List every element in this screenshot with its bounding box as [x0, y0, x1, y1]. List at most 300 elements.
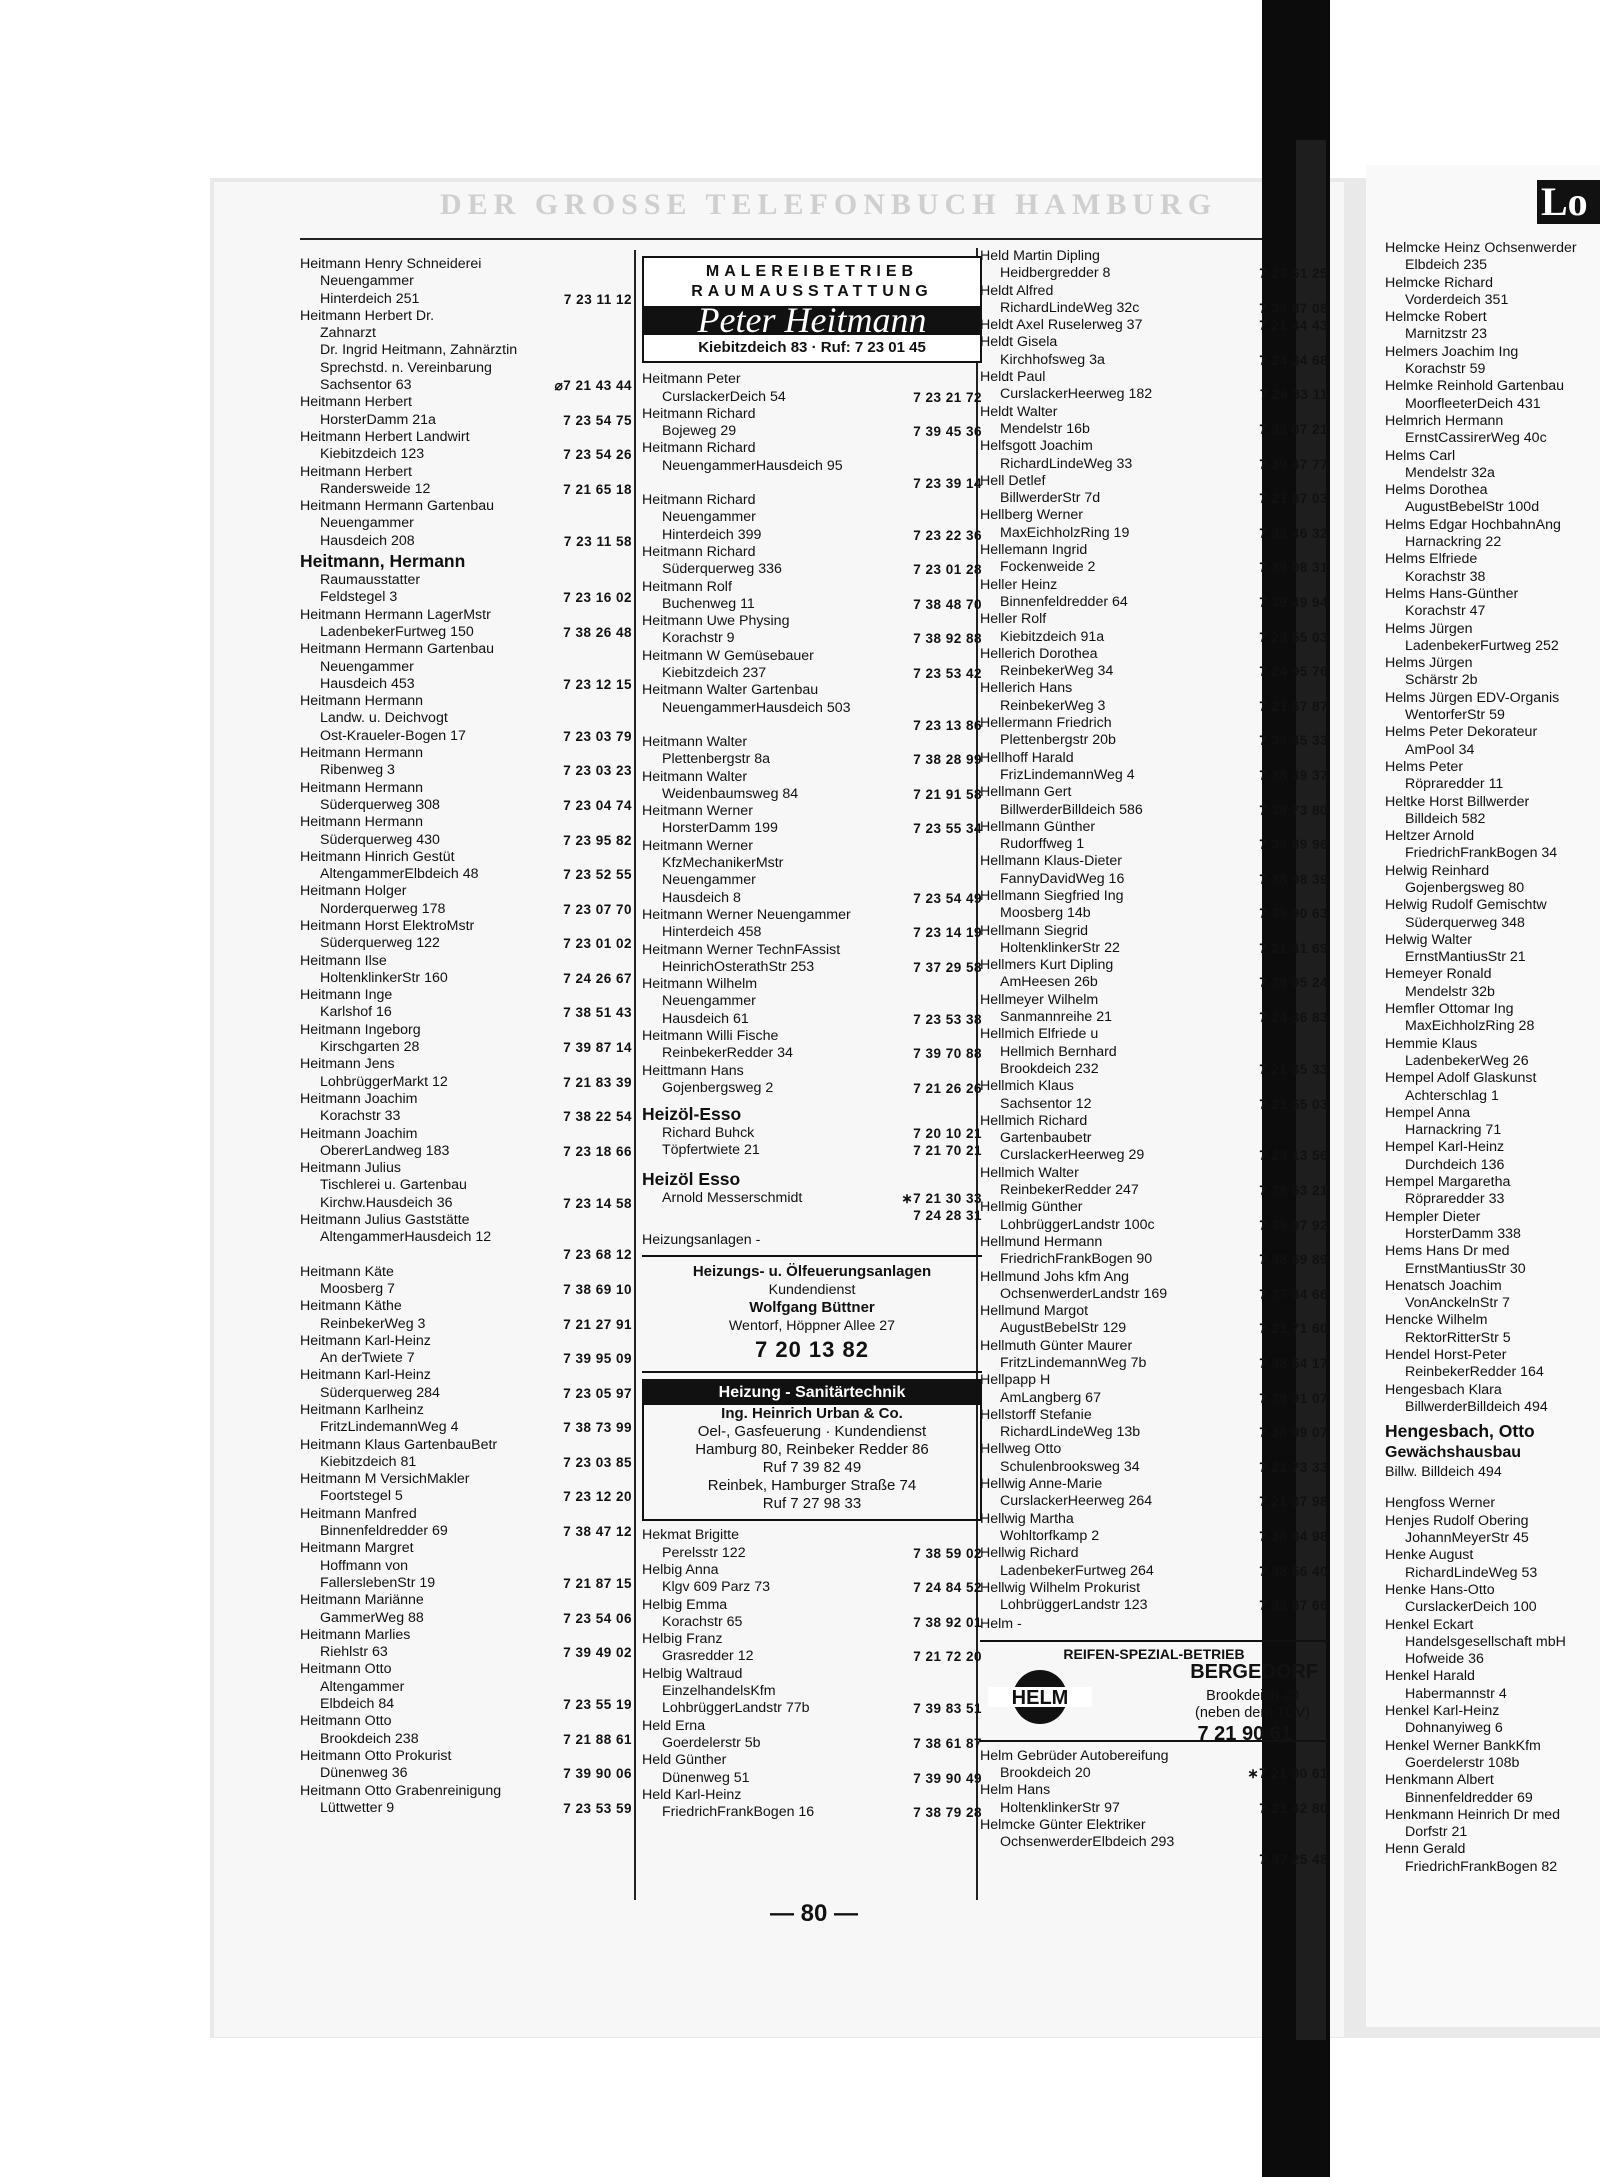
listing-name: Helms Jürgen EDV-Organis	[1385, 689, 1560, 706]
listing-detail: Norderquerweg 178	[320, 900, 446, 917]
phone-number: 7 24 26 67	[563, 970, 632, 986]
listing-name: Henkel Karl-Heinz	[1385, 1703, 1500, 1720]
listing-entry	[980, 1234, 1328, 1269]
listing-entry	[642, 579, 982, 614]
listing-detail: Röpraredder 33	[1405, 1191, 1505, 1208]
listing-name: Henkmann Heinrich Dr med	[1385, 1806, 1561, 1823]
ad-line: RAUMAUSSTATTUNG	[691, 283, 933, 300]
listing-detail: HeinrichOsterathStr 253	[662, 958, 815, 975]
listing-detail: Neuengammer	[320, 658, 414, 675]
listing-detail: Schärstr 2b	[1405, 672, 1478, 689]
phone-number: 7 23 95 82	[563, 832, 632, 848]
listing-name: Heitmann W Gemüsebauer	[642, 647, 814, 664]
listing-name: Hellmers Kurt Dipling	[980, 957, 1114, 974]
listing-name: Henkel Harald	[1385, 1668, 1475, 1685]
listing-entry	[642, 1787, 982, 1822]
listing-name: Hengesbach, Otto	[1385, 1421, 1535, 1442]
listing-detail: Sachsentor 12	[1000, 1095, 1092, 1112]
listing-name: Hellberg Werner	[980, 507, 1084, 524]
listing-entry	[980, 750, 1328, 785]
listing-name: Heldt Gisela	[980, 334, 1058, 351]
listing-name: Hellpapp H	[980, 1372, 1051, 1389]
listing-detail: Vorderdeich 351	[1405, 291, 1509, 308]
ad-address	[1195, 1688, 1310, 1722]
listing-name: Helms Peter Dekorateur	[1385, 724, 1538, 741]
listing-name: Helmcke Heinz Ochsenwerder	[1385, 240, 1577, 256]
listing-detail: Röpraredder 11	[1405, 776, 1504, 793]
phone-number: 7 38 61 87	[913, 1735, 982, 1751]
listing-detail: Kiebitzdeich 123	[320, 446, 425, 463]
listing-name: Hellmich Walter	[980, 1164, 1079, 1181]
listing-detail: Riehlstr 63	[320, 1644, 388, 1661]
listing-name: Heitmann Richard	[642, 440, 756, 457]
listing-entry	[300, 308, 632, 394]
listing-name: Helm Gebrüder Autobereifung	[980, 1747, 1169, 1764]
ad-city: BERGEDORF	[1190, 1660, 1318, 1683]
listing-entry	[300, 1160, 632, 1212]
listing-detail: LohbrüggerLandstr 77b	[662, 1700, 810, 1717]
listing-detail: FriedrichFrankBogen 16	[662, 1804, 815, 1821]
phone-number: 7 39 95 09	[563, 1351, 632, 1367]
listing-detail: Süderquerweg 284	[320, 1384, 440, 1401]
phone-number: 7 38 84 98	[1259, 1528, 1328, 1544]
listing-detail: Sprechstd. n. Vereinbarung	[320, 359, 492, 376]
listing-name: Heitmann Richard	[642, 543, 756, 560]
listing-detail: Hofweide 36	[1405, 1651, 1484, 1668]
listing-detail: AugustBebelStr 129	[1000, 1320, 1127, 1337]
listing-detail: Sachsentor 63	[320, 377, 412, 394]
ad-line: MALEREIBETRIEB	[705, 263, 919, 280]
listing-entry	[980, 334, 1328, 369]
phone-number: 7 24 34 68	[1259, 352, 1328, 368]
listing-name: Hempel Adolf Glaskunst	[1385, 1070, 1537, 1087]
listing-entry	[300, 1367, 632, 1402]
listing-name: Hemeyer Ronald	[1385, 966, 1492, 983]
listing-detail: Neuengammer	[320, 273, 414, 290]
phone-number: 7 23 12 15	[563, 676, 632, 692]
listing-detail: RichardLindeWeg 33	[1000, 455, 1133, 472]
listing-entry	[300, 1298, 632, 1333]
phone-number: 7 39 47 77	[1259, 456, 1328, 472]
listing-name: Heitmann Hermann	[300, 745, 424, 762]
listing-detail: Goerdelerstr 108b	[1405, 1754, 1520, 1771]
listing-name: Helm Hans	[980, 1782, 1051, 1799]
ad-line: Ruf 7 27 98 33	[762, 1495, 862, 1513]
listing-name: Heitmann Werner	[642, 837, 753, 854]
listing-detail: Mendelstr 16b	[1000, 420, 1090, 437]
phone-number: 7 23 54 49	[913, 890, 982, 906]
phone-number: 7 23 13 56	[1259, 1148, 1328, 1164]
listing-entry	[300, 883, 632, 918]
phone-number: 7 38 59 02	[913, 1545, 982, 1561]
listing-entry	[980, 473, 1328, 508]
listing-entry	[300, 1506, 632, 1541]
listing-name: Hempel Anna	[1385, 1104, 1471, 1121]
listing-detail: Korachstr 65	[662, 1613, 743, 1630]
listing-name: Helms Hans-Günther	[1385, 585, 1519, 602]
listing-entry	[642, 492, 982, 544]
listing-detail: Durchdeich 136	[1405, 1156, 1505, 1173]
listing-detail: Korachstr 47	[1405, 603, 1486, 620]
listing-detail: Süderquerweg 308	[320, 796, 440, 813]
listing-entry	[300, 256, 632, 308]
phone-number: 7 39 08 31	[1259, 560, 1328, 576]
phone-number: 7 23 54 75	[563, 412, 632, 428]
listing-entry	[300, 1592, 632, 1627]
listing-name: Henke August	[1385, 1547, 1474, 1564]
listing-text: Arnold Messerschmidt	[662, 1189, 803, 1206]
listing-entry	[642, 406, 982, 441]
listing-entry	[642, 440, 982, 492]
phone-number: 7 38 69 89	[1259, 1252, 1328, 1268]
ad-name: Wolfgang Büttner	[749, 1299, 875, 1317]
listing-name: Heitmann Werner Neuengammer	[642, 906, 851, 923]
phone-number: 7 21 87 15	[563, 1575, 632, 1591]
listing-entry	[300, 498, 632, 550]
listing-detail: Neuengammer	[662, 993, 756, 1010]
phone-number: 7 23 13 86	[913, 717, 982, 733]
listing-detail: LadenbekerFurtweg 252	[1405, 637, 1559, 654]
listing-detail: Schulenbrooksweg 34	[1000, 1458, 1140, 1475]
listing-name: Heitmann Herbert Landwirt	[300, 428, 470, 445]
listing-entry	[642, 1631, 982, 1666]
phone-number: ∗7 21 90 61	[1247, 1766, 1328, 1782]
phone-number: 7 23 12 20	[563, 1489, 632, 1505]
listing-detail: Hinterdeich 458	[662, 924, 762, 941]
listing-detail: LadenbekerFurtweg 264	[1000, 1562, 1154, 1579]
listing-detail: LadenbekerFurtweg 150	[320, 623, 474, 640]
listing-entry	[642, 1527, 982, 1562]
phone-number: 7 23 53 38	[913, 1011, 982, 1027]
phone-number: 7 38 28 99	[913, 752, 982, 768]
phone-number: 7 39 87 14	[563, 1040, 632, 1056]
listing-name: Hell Detlef	[980, 472, 1046, 489]
phone-number: 7 23 14 19	[913, 925, 982, 941]
listing-detail: AmPool 34	[1405, 741, 1475, 758]
listing-name: Hellmann Siegfried Ing	[980, 887, 1124, 904]
listing-detail: HoltenklinkerStr 160	[320, 969, 448, 986]
phone-number: 7 23 01 02	[563, 936, 632, 952]
listing-detail: CurslackerHeerweg 264	[1000, 1493, 1153, 1510]
listing-name: Heitmann Julius Gaststätte	[300, 1212, 470, 1229]
listing-detail: Lüttwetter 9	[320, 1799, 395, 1816]
listing-name: Heitmann Otto Grabenreinigung	[300, 1782, 502, 1799]
phone-number: 7 23 55 03	[1259, 629, 1328, 645]
listing-entry	[642, 942, 982, 977]
ad-heitmann	[642, 256, 982, 363]
listing-detail: VonAnckelnStr 7	[1405, 1295, 1510, 1312]
listing-detail: JohannMeyerStr 45	[1405, 1530, 1529, 1547]
listing-name: Henkel Werner BankKfm	[1385, 1737, 1541, 1754]
listing-detail: Billdeich 582	[1405, 810, 1486, 827]
listing-entry	[980, 317, 1328, 334]
listing-entry	[642, 1666, 982, 1718]
bold-listing	[1385, 1420, 1600, 1481]
listing-row	[642, 1125, 982, 1142]
listing-name: Heitmann Wilhelm	[642, 976, 758, 993]
listing-name: Helfsgott Joachim	[980, 438, 1093, 455]
listing-name: Heitmann, Hermann	[300, 551, 466, 572]
listing-entry	[300, 918, 632, 953]
phone-number: 7 23 03 85	[563, 1454, 632, 1470]
listing-text: Töpfertwiete 21	[662, 1142, 760, 1159]
listing-detail: Korachstr 33	[320, 1108, 401, 1125]
listing-name: Hempel Karl-Heinz	[1385, 1139, 1505, 1156]
listing-detail: Buchenweg 11	[662, 595, 755, 612]
listing-detail: Harnackring 71	[1405, 1122, 1502, 1139]
listing-entry	[642, 371, 982, 406]
listing-entry	[980, 1817, 1328, 1869]
listing-entry	[980, 577, 1328, 612]
listing-name: Heitmann Werner	[642, 803, 753, 820]
listing-name: Henjes Rudolf Obering	[1385, 1512, 1529, 1529]
listing-name: Heitmann Jens	[300, 1056, 395, 1073]
listing-detail: Binnenfeldredder 64	[1000, 593, 1128, 610]
listing-detail: Süderquerweg 348	[1405, 914, 1525, 931]
listing-name: Hellstorff Stefanie	[980, 1406, 1092, 1423]
esso-block	[642, 1103, 982, 1160]
listing-detail: OchsenwerderElbdeich 293	[1000, 1834, 1175, 1851]
listing-name: Hellermann Friedrich	[980, 715, 1112, 732]
listing-detail: ErnstCassirerWeg 40c	[1405, 430, 1547, 447]
listing-detail: Kirchhofsweg 3a	[1000, 351, 1105, 368]
listing-name: Heittmann Hans	[642, 1062, 744, 1079]
listing-entry	[980, 283, 1328, 318]
listing-name: Heitmann Julius	[300, 1160, 401, 1177]
listing-name: Heitmann Uwe Physing	[642, 613, 790, 630]
listing-detail: Binnenfeldredder 69	[320, 1523, 448, 1540]
phone-number: 7 21 35 33	[1259, 1061, 1328, 1077]
listing-name: Heitmann Hermann	[300, 779, 424, 796]
listing-entry	[980, 1476, 1328, 1511]
listing-row	[642, 1142, 982, 1159]
listing-entry	[980, 1199, 1328, 1234]
listing-name: Heitmann Marlies	[300, 1626, 411, 1643]
listing-name: Hellwig Wilhelm Prokurist	[980, 1579, 1141, 1596]
listing-name: Hencke Wilhelm	[1385, 1312, 1488, 1329]
listing-name: Hellwig Anne-Marie	[980, 1476, 1103, 1493]
listing-detail: HoltenklinkerStr 22	[1000, 939, 1120, 956]
ad-heading: REIFEN-SPEZIAL-BETRIEB	[1063, 1645, 1245, 1662]
phone-number: 7 38 73 80	[1259, 802, 1328, 818]
listing-detail: Elbdeich 84	[320, 1696, 395, 1713]
listing-entry	[980, 853, 1328, 888]
phone-number: 7 21 55 03	[1259, 1096, 1328, 1112]
listing-detail: LohbrüggerMarkt 12	[320, 1073, 448, 1090]
phone-number: 7 21 42 80	[1259, 1800, 1328, 1816]
listing-detail: Klgv 609 Parz 73	[662, 1579, 771, 1596]
listing-name: Hellwig Martha	[980, 1510, 1074, 1527]
listing-name: Heldt Axel Ruselerweg 37	[980, 317, 1143, 334]
phone-number: 7 21 37 98	[1259, 1494, 1328, 1510]
listing-detail: Grasredder 12	[662, 1648, 754, 1665]
listing-entry	[300, 1212, 632, 1264]
listing-name: Helms Dorothea	[1385, 482, 1488, 499]
listing-detail: Feldstegel 3	[320, 589, 398, 606]
listing-detail: Perelsstr 122	[662, 1544, 746, 1561]
listing-detail: FritzLindemannWeg 7b	[1000, 1355, 1147, 1371]
listing-entry	[642, 544, 982, 579]
listing-detail: OchsenwerderLandstr 169	[1000, 1285, 1168, 1302]
listing-name: Hems Hans Dr med	[1385, 1243, 1510, 1260]
phone-number: 7 38 98 39	[1259, 871, 1328, 887]
listing-group	[980, 248, 1328, 1614]
listing-entry	[980, 507, 1328, 542]
listing-detail: AltengammerElbdeich 48	[320, 866, 479, 883]
listing-name: Heitmann Willi Fische	[642, 1027, 779, 1044]
listing-entry	[642, 1597, 982, 1632]
listing-name: Helwig Reinhard	[1385, 862, 1490, 879]
listing-entry	[980, 542, 1328, 577]
listing-entry	[642, 838, 982, 907]
listing-entry	[300, 1437, 632, 1472]
listing-detail: CurslackerHeerweg 29	[1000, 1147, 1145, 1164]
listing-name: Heitmann Hermann LagerMstr	[300, 606, 491, 623]
phone-number: 7 20 10 21	[913, 1126, 982, 1142]
listing-entry	[980, 1782, 1328, 1817]
listing-name: Hellmann Gert	[980, 784, 1072, 801]
phone-number: ⌀7 21 43 44	[554, 378, 632, 394]
phone-number: 7 23 03 79	[563, 728, 632, 744]
phone-number: 7 39 91 07	[1259, 1390, 1328, 1406]
phone-number: 7 38 92 88	[913, 631, 982, 647]
listing-name: Heldt Walter	[980, 403, 1058, 420]
listing-name: Heitmann Herbert	[300, 394, 412, 411]
listing-name: Henkel Eckart	[1385, 1616, 1474, 1633]
listing-name: Hellmich Richard	[980, 1112, 1088, 1129]
listing-entry	[980, 819, 1328, 854]
listing-name: Helmrich Hermann	[1385, 412, 1504, 429]
listing-detail: LohbrüggerLandstr 123	[1000, 1597, 1148, 1614]
ad-address: Wentorf, Höppner Allee 27	[728, 1318, 896, 1335]
listing-detail: Kirchw.Hausdeich 36	[320, 1194, 453, 1211]
listing-entry	[980, 888, 1328, 923]
running-head: Lo	[1537, 180, 1600, 224]
phone-number: 7 21 27 91	[563, 1316, 632, 1332]
listing-entry	[642, 803, 982, 838]
listing-detail: Elbdeich 235	[1405, 257, 1488, 274]
phone-number: 7 21 67 87	[1259, 698, 1328, 714]
phone-number: 7 23 07 70	[563, 901, 632, 917]
listing-detail: AltengammerHausdeich 12	[320, 1229, 492, 1246]
listing-name: Helbig Waltraud	[642, 1665, 743, 1682]
listing-detail: Mendelstr 32b	[1405, 983, 1495, 1000]
listing-group	[642, 371, 982, 1097]
listing-detail: Süderquerweg 430	[320, 831, 440, 848]
phone-number: 7 23 52 55	[563, 867, 632, 883]
listing-entry	[300, 1540, 632, 1592]
phone-number: 7 23 53 59	[563, 1800, 632, 1816]
column-rule	[634, 250, 636, 1900]
listing-entry	[980, 1113, 1328, 1165]
ad-line: Kundendienst	[768, 1282, 856, 1299]
listing-detail: MoorfleeterDeich 431	[1405, 395, 1541, 412]
listing-name: Heitmann Hinrich Gestüt	[300, 848, 455, 865]
listing-detail: Wohltorfkamp 2	[1000, 1527, 1100, 1544]
phone-number: 7 39 70 88	[913, 1046, 982, 1062]
phone-number: 7 23 55 34	[913, 821, 982, 837]
listing-name: Hellmund Margot	[980, 1303, 1089, 1320]
listing-detail: Heidbergredder 8	[1000, 265, 1111, 282]
listing-detail: Randersweide 12	[320, 480, 431, 497]
listing-detail: Altengammer	[320, 1678, 405, 1695]
listing-detail: ReinbekerRedder 34	[662, 1045, 793, 1062]
phone-number: 7 39 45 36	[913, 424, 982, 440]
phone-number: 7 23 05 97	[563, 1385, 632, 1401]
listing-group	[980, 1748, 1328, 1869]
listing-name: Heller Heinz	[980, 576, 1058, 593]
listing-detail: BillwerderBilldeich 586	[1000, 801, 1143, 818]
listing-detail: AugustBebelStr 100d	[1405, 499, 1540, 516]
phone-number: 7 21 73 33	[1259, 1459, 1328, 1475]
helm-logo	[988, 1668, 1092, 1726]
listing-entry	[642, 769, 982, 804]
listing-detail: GammerWeg 88	[320, 1609, 424, 1626]
ad-line: Reinbek, Hamburger Straße 74	[707, 1477, 917, 1495]
ad-urban	[642, 1379, 982, 1521]
listing-entry	[300, 1627, 632, 1662]
phone-number: 7 21 91 58	[913, 786, 982, 802]
phone-number: 7 38 73 99	[563, 1420, 632, 1436]
ad-helm	[980, 1640, 1328, 1745]
listing-text: Richard Buhck	[662, 1125, 755, 1142]
listing-detail: Harnackring 22	[1405, 534, 1502, 551]
listing-name: Helbig Emma	[642, 1596, 728, 1613]
listing-detail: HorsterDamm 199	[662, 820, 778, 837]
listing-entry	[980, 1441, 1328, 1476]
listing-entry	[980, 1078, 1328, 1113]
listing-detail: FriedrichFrankBogen 82	[1405, 1858, 1558, 1875]
listing-name: Helms Carl	[1385, 447, 1456, 464]
phone-number: 7 39 49 94	[1259, 594, 1328, 610]
listing-detail: Gojenbergsweg 2	[662, 1079, 774, 1096]
phone-number: 7 38 26 48	[563, 624, 632, 640]
esso-title: Heizöl-Esso	[642, 1104, 742, 1125]
listing-detail: Hausdeich 453	[320, 675, 415, 692]
esso-title: Heizöl Esso	[642, 1168, 741, 1189]
listing-entry	[300, 1022, 632, 1057]
listing-name: Heitmann Klaus GartenbauBetr	[300, 1436, 498, 1453]
listing-detail: HoltenklinkerStr 97	[1000, 1799, 1120, 1816]
phone-number: 7 23 53 42	[913, 666, 982, 682]
phone-number: 7 24 95 76	[1259, 664, 1328, 680]
ad-line: Oel-, Gasfeuerung · Kundendienst	[697, 1423, 927, 1441]
listing-name: Heitmann Horst ElektroMstr	[300, 917, 475, 934]
listing-detail: Neuengammer	[320, 515, 414, 532]
listing-detail: KfzMechanikerMstr	[662, 855, 784, 872]
listing-group	[1385, 1495, 1600, 1876]
listing-name: Heitmann Karl-Heinz	[300, 1332, 431, 1349]
listing-detail: FritzLindemannWeg 4	[320, 1419, 459, 1436]
listing-entry	[980, 992, 1328, 1027]
listing-entry	[642, 976, 982, 1028]
listing-entry	[300, 1126, 632, 1161]
phone-number: 7 21 65 18	[563, 481, 632, 497]
phone-number: 7 23 68 12	[563, 1247, 632, 1263]
listing-detail: Kiebitzdeich 81	[320, 1453, 417, 1470]
listing-name: Heitmann Hermann	[300, 814, 424, 831]
listing-detail: AmHeesen 26b	[1000, 974, 1098, 991]
listing-name: Henn Gerald	[1385, 1841, 1466, 1858]
listing-name: Helbig Anna	[642, 1561, 719, 1578]
listing-detail: Foortstegel 5	[320, 1488, 403, 1505]
listing-name: Heitmann Joachim	[300, 1125, 418, 1142]
listing-entry	[980, 1545, 1328, 1580]
phone-number: 7 37 34 66	[1259, 1286, 1328, 1302]
listing-entry	[980, 1748, 1328, 1783]
listing-detail: Plettenbergstr 20b	[1000, 732, 1116, 749]
ad-name: Ing. Heinrich Urban & Co.	[721, 1405, 903, 1423]
